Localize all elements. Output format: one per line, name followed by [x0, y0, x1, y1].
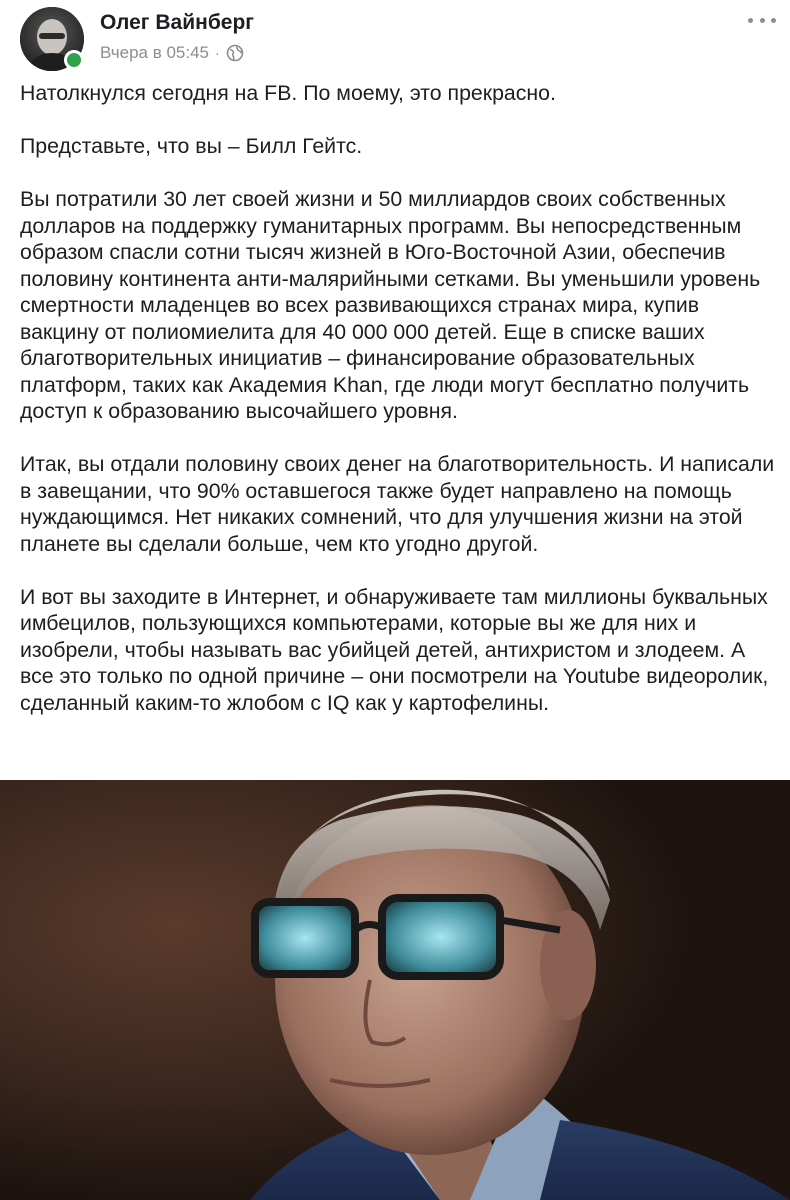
more-dots-icon — [760, 18, 765, 23]
online-status-indicator — [64, 50, 84, 70]
post-meta — [100, 42, 244, 64]
post-text — [20, 80, 775, 743]
more-dots-icon — [748, 18, 753, 23]
more-dots-icon — [771, 18, 776, 23]
post-paragraph: Вы потратили 30 лет своей жизни и 50 миллиардов своих собственных долларов на поддержку гуманитарных программ. Вы непосредственным образом спасли сотни тысяч жизней в Юго-Восточной Азии, обеспечив половину континента анти-малярийными сетками. Вы уменьшили уровень смертности младенцев во всех развивающихся странах мира, купив вакцину от полиомиелита для 40 000 000 детей. Еще в списке ваших благотворительных инициатив – финансирование образовательных платформ, таких как Академия Khan, где люди могут бесплатно получить доступ к образованию высочайшего уровня. — [20, 187, 761, 423]
author-name[interactable]: Олег Вайнберг — [100, 11, 255, 34]
post-photo[interactable] — [0, 780, 790, 1200]
globe-icon[interactable] — [226, 44, 244, 62]
post-header — [0, 0, 790, 80]
post-paragraph: Натолкнулся сегодня на FB. По моему, это прекрасно. — [20, 81, 556, 105]
post-paragraph: Итак, вы отдали половину своих денег на благотворительность. И написали в завещании, что 90% оставшегося также будет направлено на помощь нуждающимся. Нет никаких сомнений, что для улучшения жизни на этой планете вы сделали больше, чем кто угодно другой. — [20, 452, 775, 556]
post-paragraph: И вот вы заходите в Интернет, и обнаруживаете там миллионы буквальных имбецилов, пользующихся компьютерами, которые вы же для них и изобрели, чтобы называть вас убийцей детей, антихристом и злодеем. А все это только по одной причине – они посмотрели на Youtube видеоролик, сделанный каким-то жлобом с IQ как у картофелины. — [20, 584, 769, 715]
meta-separator: · — [215, 45, 220, 61]
more-options-button[interactable] — [748, 10, 776, 30]
post-timestamp[interactable]: Вчера в 05:45 — [100, 43, 210, 62]
post-paragraph: Представьте, что вы – Билл Гейтс. — [20, 134, 363, 158]
